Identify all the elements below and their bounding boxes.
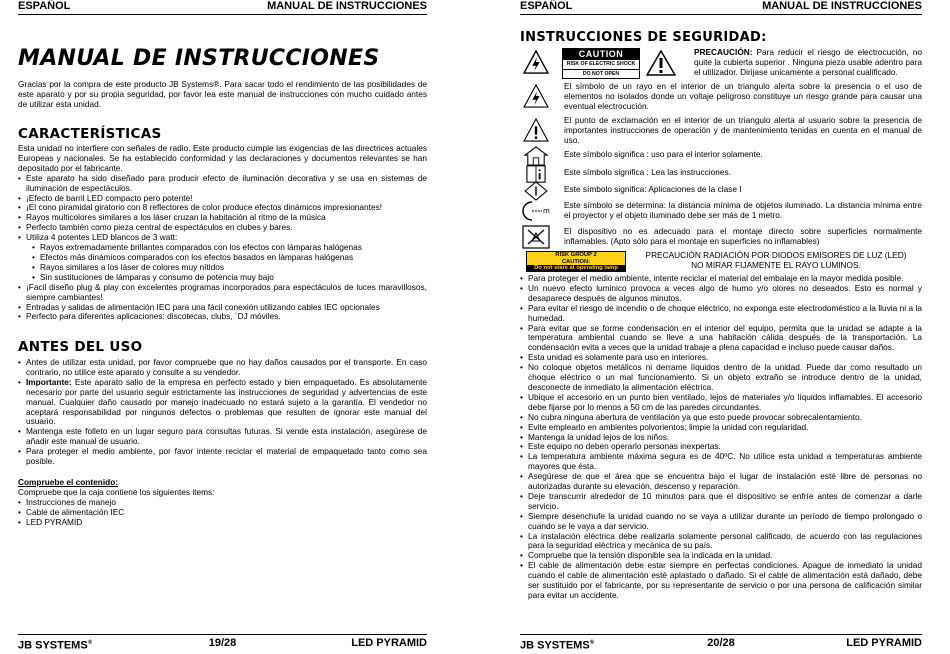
class-one-icon — [522, 181, 550, 201]
contents-intro: Compruebe que la caja contiene los siguientes items: — [18, 486, 215, 497]
safety-list — [520, 274, 922, 601]
header-title: MANUAL DE INSTRUCCIONES — [762, 0, 922, 12]
features-section — [18, 126, 427, 322]
contents-list — [18, 498, 427, 528]
distance-icon — [522, 199, 550, 223]
header-language: ESPAÑOL — [520, 0, 573, 12]
symbol-row-mounting — [520, 225, 922, 249]
footer-brand: JB SYSTEMS® — [520, 639, 595, 652]
header-language: ESPAÑOL — [18, 0, 71, 12]
page-20 — [475, 0, 950, 654]
led-sublist — [18, 243, 427, 283]
list-item: • Para evitar el riesgo de incendio o de choque eléctrico, no exponga este electrodoméstico a la lluvia ni a la humedad. — [520, 304, 922, 324]
class-one-description: Este símbolo significa: Aplicaciones de la clase I — [564, 184, 742, 194]
page-footer — [18, 634, 427, 650]
led-radiation-warning: PRECAUCIÓN RADIACIÓN POR DIODOS EMISORES DE LUZ (LED) NO MIRAR FIJAMENTE EL RAYO LUMINOS. — [645, 250, 907, 270]
list-item: • Para evitar que se forme condensación en el interior del equipo, permita que la unidad se adapte a la temperatura ambiental cuando se lleve a una habitación cálida después de la transportación. La condensación evita a veces que la unidad trabaje a plena capacidad e incluso puede causar daños. — [520, 324, 922, 354]
features-heading: CARACTERÍSTICAS — [18, 126, 162, 142]
indoor-house-icon — [522, 146, 550, 166]
distance-description: Este símbolo se determina: la distancia mínima de objetos iluminado. La distancia mínima entre el proyector y el objeto iluminado debe ser más de 1 metro. — [564, 200, 922, 220]
exclamation-description: El punto de exclamación en el interior de un triangulo alerta al usuario sobre la presencia de importantes instrucciones de operación y de mantenimiento tenidas en cuenta en el manual de uso. — [564, 115, 922, 145]
safety-section — [520, 30, 922, 600]
header-title: MANUAL DE INSTRUCCIONES — [267, 0, 427, 12]
list-item: • Antes de utilizar esta unidad, por favor compruebe que no hay daños causados por el transporte. En caso contrario, no utilice este aparato y consulte a su vendedor. — [18, 358, 427, 378]
page-footer — [520, 634, 922, 650]
list-item: • Un nuevo efecto luminico provoca a veces algo de humo y/o olores no deseados. Esto es normal y desaparece después de algunos minutos. — [520, 284, 922, 304]
features-intro: Esta unidad no interfiere con señales de radio. Este producto cumple las exigencias de las directrices actuales Europeas y nacionales. Se ha establecido conformidad y las declaraciones y documentos relevantes se han depositado por el fabricante. — [18, 143, 427, 173]
contents-section — [18, 478, 427, 528]
svg-text:m: m — [543, 207, 550, 215]
safety-heading: INSTRUCCIONES DE SEGURIDAD: — [520, 30, 767, 45]
list-item: • Compruebe que la tensión disponible sea la indicada en la unidad. — [520, 551, 922, 561]
list-item: • Rayos similares a los láser de colores muy nítidos — [18, 263, 427, 273]
list-item: • Entradas y salidas de alimentación IEC para una fácil conexión utilizando cables IEC opcionales — [18, 303, 427, 313]
list-item: • Mantenga la unidad lejos de los niños. — [520, 433, 922, 443]
features-list-2 — [18, 283, 427, 323]
before-use-heading: ANTES DEL USO — [18, 339, 143, 355]
caution-text: PRECAUCIÓN: Para reducir el riesgo de electrocución, no quite la cubierta superior . Ninguna pieza usable adentro para el utilizador. Dirijase unicamente a personal cualificado. — [694, 47, 922, 77]
footer-page-number: 19/28 — [208, 637, 237, 649]
list-item: • Para proteger el medio ambiente, por favor intente reciclar el material de empaquetado tanto como sea posible. — [18, 447, 427, 467]
footer-product: LED PYRAMID — [351, 637, 427, 649]
risk-group-label: RISK GROUP 2 CAUTION: Do not stare at operating lamp — [526, 251, 626, 272]
list-item: • Rayos multicolores similares a los láser cruzan la habitación al ritmo de la música — [18, 213, 427, 223]
contents-heading: Compruebe el contenido: — [18, 477, 119, 487]
list-item: • Esta unidad es solamente para uso en interiores. — [520, 353, 922, 363]
list-item: • Este aparato ha sido diseñado para producir efecto de iluminación decorativa y se usa en sistemas de iluminación de espectáculos. — [18, 174, 427, 194]
list-item: • ¡Facil diseño plug & play con excelentes programas incorporados para espectáculos de luces maravillosos, siempre cambiantes! — [18, 283, 427, 303]
list-item: • ¡Efecto de barril LED compacto pero potente! — [18, 194, 427, 204]
indoor-description: Este símbolo significa : uso para el interior solamente. — [564, 149, 763, 159]
symbol-row-distance — [520, 199, 922, 223]
read-description: Este símbolo significa : Lea las instrucciones. — [564, 167, 731, 177]
list-item: • Para proteger el medio ambiente, intente reciclar el material del embalaje en la mayor medida posible. — [520, 274, 922, 284]
flammable-surface-icon — [522, 225, 550, 249]
list-item: • La temperatura ambiente máxima segura es de 40ºC. No utilice esta unidad a temperaturas ambiente mayores que ésta. — [520, 452, 922, 472]
led-warning-row — [520, 251, 922, 275]
intro-section — [18, 80, 427, 110]
intro-text: Gracias por la compra de este producto JB Systems®. Para sacar todo el rendimiento de las posibilidades de este aparato y por su propia seguridad, por favor lea este manual de instrucciones con mucho cuidado antes de utilizar esta unidad. — [18, 79, 427, 109]
list-item: • Mantenga este folleto en un lugar seguro para consultas futuras. Si vende esta instalación, asegúrese de añadir este manual de usuario. — [18, 427, 427, 447]
list-item: • Este equipo no deben operarlo personas inexpertas. — [520, 442, 922, 452]
exclamation-triangle-icon — [522, 118, 550, 142]
caution-label: CAUTION RISK OF ELECTRIC SHOCK DO NOT OPEN — [562, 48, 640, 79]
list-item: • Rayos extremadamente brillantes comparados con los efectos con lámparas halógenas — [18, 243, 427, 253]
mounting-description: El dispositivo no es adecuado para el montaje directo sobre superficies normalmente inflamables. (Apto sólo para el montaje en superficies no inflamables) — [564, 226, 922, 246]
list-item: • Efectos más dinámicos comparados con los efectos basados en lámparas halógenas — [18, 253, 427, 263]
before-use-section — [18, 339, 427, 467]
list-item: • Perfecto para diferentes aplicaciones: discotecas, clubs, ´DJ móviles. — [18, 312, 427, 322]
before-use-list — [18, 358, 427, 467]
list-item: • ¡El cono piramidal giratorio con 8 reflectores de color produce efectos dinámicos impresionantes! — [18, 203, 427, 213]
list-item: • Instrucciones de manejo — [18, 498, 427, 508]
list-item: • Siempre desenchufe la unidad cuando no se vaya a utilizar durante un período de tiempo prolongado o cuando se le vaya a dar servicio. — [520, 512, 922, 532]
list-item: • Asegúrese de que el área que se encuentra bajo el lugar de instalación esté libre de personas no autorizadas durante su elevación, descenso y reparación. — [520, 472, 922, 492]
list-item: • La instalación eléctrica debe realizarla solamente personal calificado, de acuerdo con las regulaciones para la seguridad eléctrica y mecánica de su país. — [520, 532, 922, 552]
page-header — [18, 0, 427, 15]
lightning-description: El símbolo de un rayo en el interior de un triangulo alerta sobre la presencia o el uso de elementos no isolados donde un voltaje peligroso constituye un riesgo grande para causar una eventual electrocución. — [564, 81, 922, 111]
lightning-warning-icon — [522, 50, 550, 74]
features-list — [18, 174, 427, 243]
list-item: • No coloque objetos metálicos ni derrame líquidos dentro de la unidad. Puede dar como resultado un choque eléctrico o un mal funcionamiento. Si un objeto extraño se introduce dentro de la unidad, desconecte de inmediato la alimentación eléctrica. — [520, 363, 922, 393]
list-item: • Ubique el accesorio en un punto bien ventilado, lejos de materiales y/o líquidos inflamables. El accesorio debe fijarse por lo menos a 50 cm de las paredes circundantes. — [520, 393, 922, 413]
footer-page-number: 20/28 — [707, 637, 735, 649]
symbol-row-class1 — [520, 181, 922, 201]
list-item: • Deje transcurrir alrededor de 10 minutos para que el dispositivo se enfríe antes de comenzar a darle servicio. — [520, 492, 922, 512]
page-header — [520, 0, 922, 15]
list-item: • Sin sustituciones de lámparas y consumo de potencia muy bajo — [18, 273, 427, 283]
list-item: • Cable de alimentación IEC — [18, 508, 427, 518]
footer-brand: JB SYSTEMS® — [18, 639, 93, 652]
caution-row — [520, 48, 922, 80]
exclamation-warning-icon — [646, 50, 676, 76]
list-item: • Importante: Este aparato salio de la empresa en perfecto estado y bien empaquetado. Es absolutamente necesario por parte del usuario seguir estrictamente las instrucciones de seguridad y advertencias de este manual. Cualquier daño causado por manejo inadecuado no estará sujeto a la garantía. El vendedor no aceptará responsabilidad por ningunos defectos o problemas que resulten de ignorar este manual del usuario. — [18, 378, 427, 428]
list-item: • Utiliza 4 potentes LED blancos de 3 watt: — [18, 233, 427, 243]
symbol-row-indoor — [520, 146, 922, 166]
lightning-triangle-icon — [522, 84, 550, 108]
list-item: • Perfecto también como pieza central de espectáculos en clubes y bares. — [18, 223, 427, 233]
list-item: • LED PYRAMID — [18, 518, 427, 528]
list-item: • No cubra ninguna abertura de ventilación ya que esto puede provocar sobrecalentamiento. — [520, 413, 922, 423]
symbol-row-exclamation — [520, 116, 922, 148]
symbol-row-lightning — [520, 82, 922, 114]
list-item: • El cable de alimentación debe estar siempre en perfectas condiciones. Apague de inmediato la unidad cuando el cable de alimentación esté aplastado o dañado. Si el cable de alimentación está dañado, debe ser sustituido por el fabricante, por su representante de servicio o por una persona de calificación similar para evitar un accidente. — [520, 561, 922, 601]
footer-product: LED PYRAMID — [846, 637, 922, 649]
list-item: • Evite emplearlo en ambientes polvorientos; limpie la unidad con regularidad. — [520, 423, 922, 433]
manual-title: MANUAL DE INSTRUCCIONES — [18, 46, 380, 71]
